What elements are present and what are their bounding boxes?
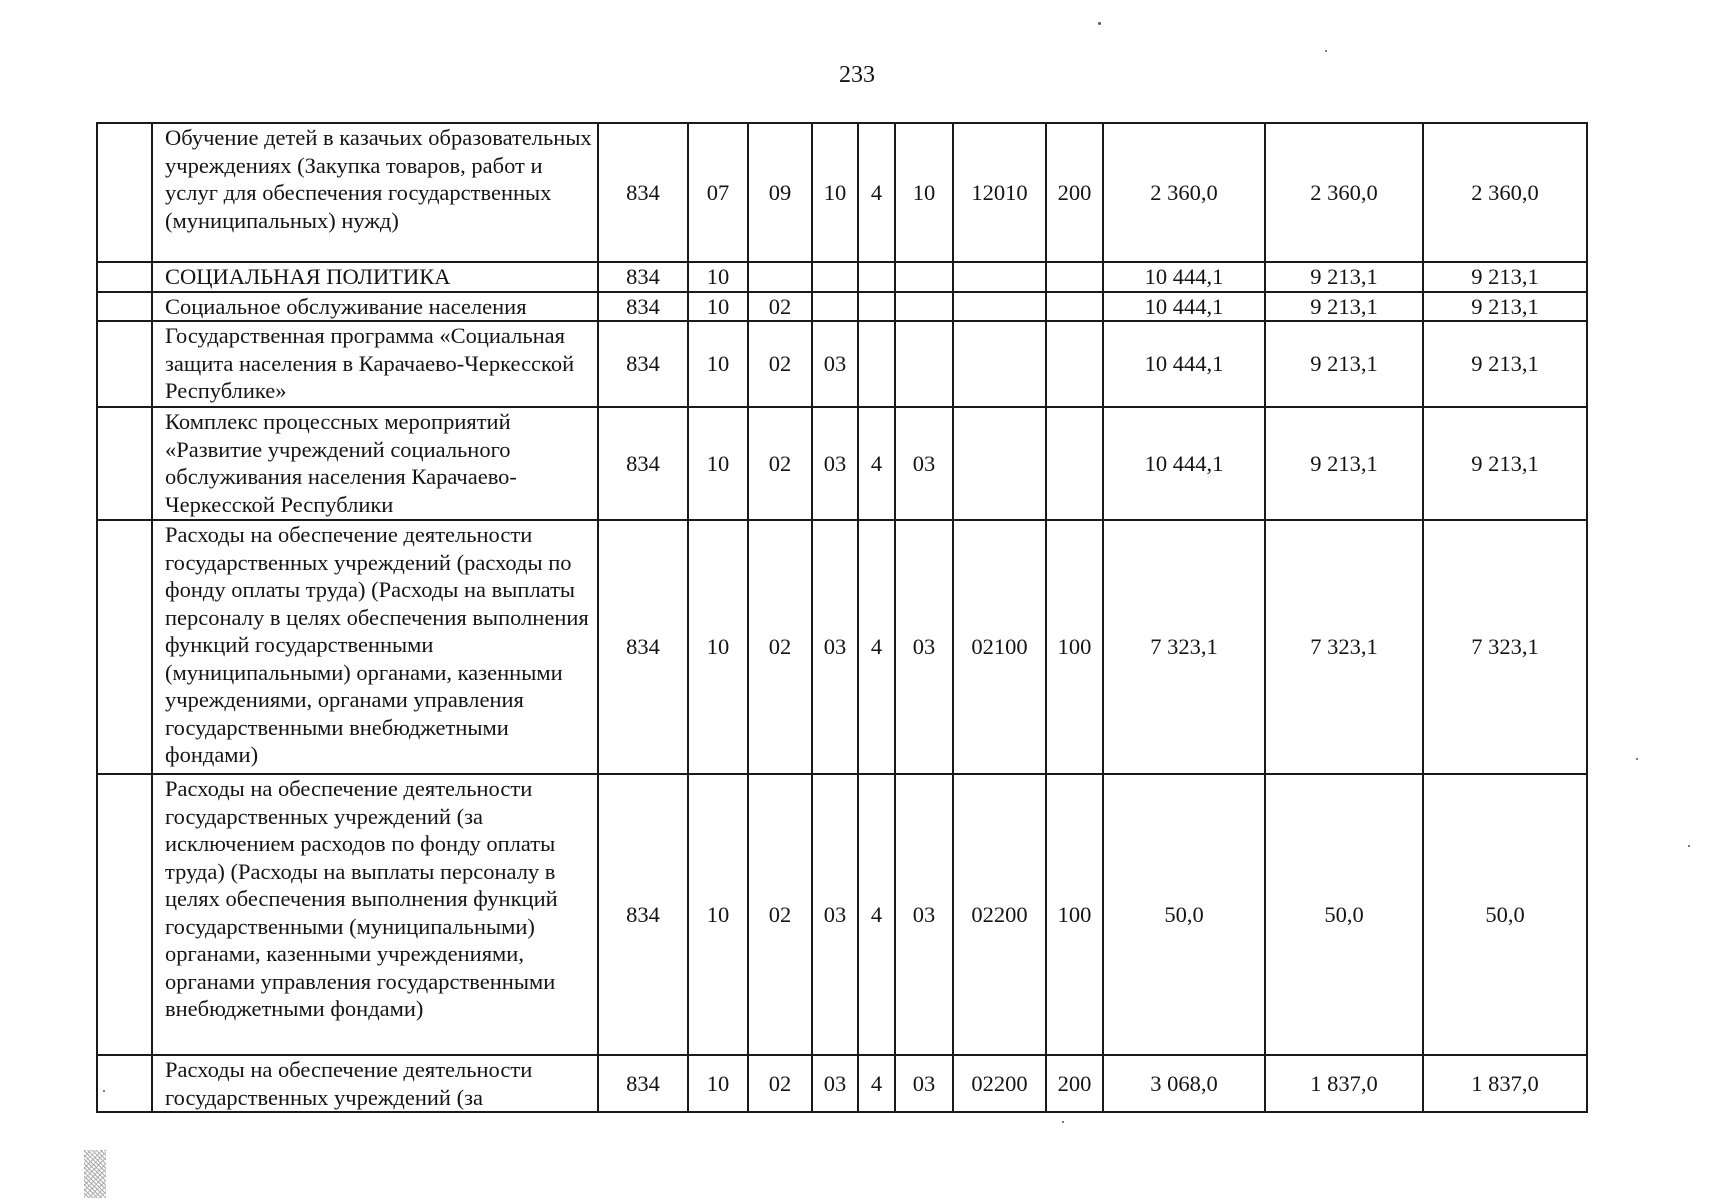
code-cell: [1046, 262, 1103, 292]
code-cell: 4: [858, 520, 895, 774]
code-cell: 03: [895, 407, 953, 520]
code-cell: 02100: [953, 520, 1046, 774]
scan-speck: [1062, 1121, 1064, 1123]
code-cell: 834: [598, 123, 688, 262]
code-cell: 03: [812, 774, 858, 1055]
code-cell: [1046, 292, 1103, 322]
code-cell: [858, 321, 895, 407]
amount-cell: 7 323,1: [1103, 520, 1265, 774]
scan-speck: [1636, 758, 1638, 760]
amount-cell: 10 444,1: [1103, 262, 1265, 292]
row-name-cell: Социальное обслуживание населения: [152, 292, 598, 322]
code-cell: 100: [1046, 774, 1103, 1055]
code-cell: 12010: [953, 123, 1046, 262]
row-index-cell: [97, 774, 152, 1055]
code-cell: [953, 292, 1046, 322]
code-cell: 10: [688, 520, 748, 774]
table-row: [97, 321, 1587, 407]
code-cell: 834: [598, 1055, 688, 1112]
table-row: [97, 262, 1587, 292]
code-cell: [953, 262, 1046, 292]
code-cell: 03: [895, 520, 953, 774]
amount-cell: 50,0: [1103, 774, 1265, 1055]
code-cell: 10: [688, 321, 748, 407]
amount-cell: 10 444,1: [1103, 292, 1265, 322]
table-row: [97, 1055, 1587, 1112]
scan-speck: [1688, 845, 1690, 847]
code-cell: 02200: [953, 774, 1046, 1055]
amount-cell: 9 213,1: [1423, 407, 1587, 520]
amount-cell: 9 213,1: [1265, 262, 1423, 292]
code-cell: 03: [812, 1055, 858, 1112]
code-cell: 02200: [953, 1055, 1046, 1112]
code-cell: 834: [598, 292, 688, 322]
code-cell: 02: [748, 1055, 812, 1112]
code-cell: [953, 321, 1046, 407]
amount-cell: 50,0: [1423, 774, 1587, 1055]
amount-cell: 2 360,0: [1103, 123, 1265, 262]
amount-cell: 2 360,0: [1265, 123, 1423, 262]
row-index-cell: [97, 520, 152, 774]
table-row: [97, 774, 1587, 1055]
code-cell: 834: [598, 321, 688, 407]
code-cell: 09: [748, 123, 812, 262]
amount-cell: 10 444,1: [1103, 321, 1265, 407]
amount-cell: 10 444,1: [1103, 407, 1265, 520]
row-index-cell: [97, 407, 152, 520]
amount-cell: 7 323,1: [1423, 520, 1587, 774]
code-cell: [1046, 407, 1103, 520]
code-cell: 02: [748, 292, 812, 322]
amount-cell: 9 213,1: [1423, 262, 1587, 292]
code-cell: 02: [748, 407, 812, 520]
code-cell: 10: [688, 407, 748, 520]
code-cell: [895, 321, 953, 407]
amount-cell: 9 213,1: [1265, 292, 1423, 322]
code-cell: 834: [598, 520, 688, 774]
table-row: [97, 292, 1587, 322]
amount-cell: 9 213,1: [1265, 407, 1423, 520]
scan-speck: [103, 1090, 105, 1092]
amount-cell: 9 213,1: [1423, 321, 1587, 407]
code-cell: 834: [598, 407, 688, 520]
scan-speck: [1325, 50, 1327, 52]
row-name-cell: СОЦИАЛЬНАЯ ПОЛИТИКА: [152, 262, 598, 292]
code-cell: 200: [1046, 123, 1103, 262]
code-cell: [1046, 321, 1103, 407]
code-cell: [895, 262, 953, 292]
code-cell: 03: [812, 321, 858, 407]
code-cell: 10: [688, 262, 748, 292]
code-cell: 4: [858, 774, 895, 1055]
code-cell: [953, 407, 1046, 520]
code-cell: 03: [812, 520, 858, 774]
code-cell: 10: [812, 123, 858, 262]
code-cell: 03: [895, 774, 953, 1055]
amount-cell: 3 068,0: [1103, 1055, 1265, 1112]
code-cell: 03: [895, 1055, 953, 1112]
row-index-cell: [97, 321, 152, 407]
row-name-cell: Расходы на обеспечение деятельности государственных учреждений (за исключением расходов по фонду оплаты труда) (Расходы на выплаты персоналу в целях обеспечения выполнения функций государственными (муниципальными) органами, казенными учреждениями, органами управления государственными внебюджетными фондами): [152, 774, 598, 1055]
code-cell: 4: [858, 407, 895, 520]
row-name-cell: Государственная программа «Социальная защита населения в Карачаево-Черкесской Республике»: [152, 321, 598, 407]
code-cell: [858, 292, 895, 322]
budget-table: [96, 122, 1588, 1113]
code-cell: [748, 262, 812, 292]
table-row: [97, 520, 1587, 774]
code-cell: 200: [1046, 1055, 1103, 1112]
code-cell: [812, 292, 858, 322]
amount-cell: 7 323,1: [1265, 520, 1423, 774]
code-cell: [895, 292, 953, 322]
scan-speck: [1098, 22, 1101, 25]
table-row: [97, 407, 1587, 520]
code-cell: 834: [598, 262, 688, 292]
code-cell: 02: [748, 520, 812, 774]
code-cell: 02: [748, 774, 812, 1055]
code-cell: 10: [688, 774, 748, 1055]
code-cell: 834: [598, 774, 688, 1055]
code-cell: 02: [748, 321, 812, 407]
code-cell: 03: [812, 407, 858, 520]
page-number: 233: [839, 62, 875, 88]
code-cell: [812, 262, 858, 292]
code-cell: 100: [1046, 520, 1103, 774]
row-name-cell: Расходы на обеспечение деятельности государственных учреждений (за: [152, 1055, 598, 1112]
code-cell: 10: [895, 123, 953, 262]
amount-cell: 9 213,1: [1265, 321, 1423, 407]
table-row: [97, 123, 1587, 262]
code-cell: 07: [688, 123, 748, 262]
amount-cell: 50,0: [1265, 774, 1423, 1055]
amount-cell: 2 360,0: [1423, 123, 1587, 262]
amount-cell: 9 213,1: [1423, 292, 1587, 322]
row-name-cell: Расходы на обеспечение деятельности государственных учреждений (расходы по фонду оплаты труда) (Расходы на выплаты персоналу в целях обеспечения выполнения функций государственными (муниципальными) органами, казенными учреждениями, органами управления государственными внебюджетными фондами): [152, 520, 598, 774]
code-cell: 4: [858, 123, 895, 262]
row-index-cell: [97, 292, 152, 322]
amount-cell: 1 837,0: [1423, 1055, 1587, 1112]
row-index-cell: [97, 123, 152, 262]
row-name-cell: Обучение детей в казачьих образовательных учреждениях (Закупка товаров, работ и услуг для обеспечения государственных (муниципальных) нужд): [152, 123, 598, 262]
row-index-cell: [97, 1055, 152, 1112]
scan-noise-mark: [84, 1150, 106, 1198]
code-cell: 10: [688, 1055, 748, 1112]
code-cell: [858, 262, 895, 292]
row-name-cell: Комплекс процессных мероприятий «Развитие учреждений социального обслуживания населения Карачаево-Черкесской Республики: [152, 407, 598, 520]
code-cell: 10: [688, 292, 748, 322]
table-body: [97, 123, 1587, 1112]
amount-cell: 1 837,0: [1265, 1055, 1423, 1112]
code-cell: 4: [858, 1055, 895, 1112]
row-index-cell: [97, 262, 152, 292]
